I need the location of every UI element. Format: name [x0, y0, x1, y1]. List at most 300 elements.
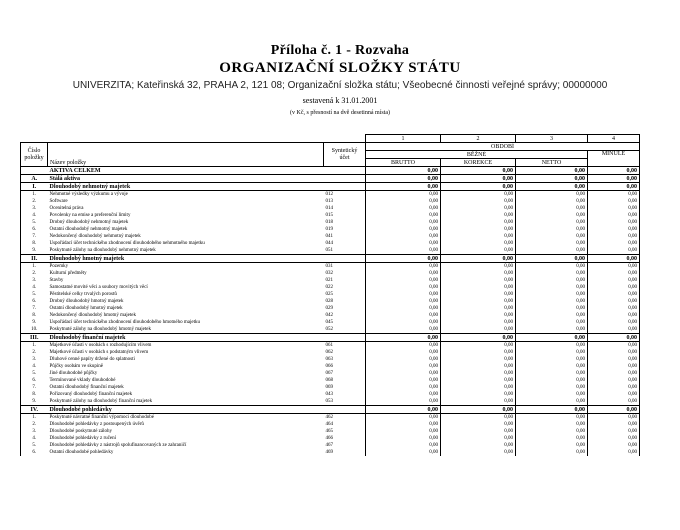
row-number: 1.	[21, 191, 48, 199]
row-value: 0,00	[588, 212, 640, 219]
row-account: 053	[325, 398, 333, 404]
row-name: Software	[49, 198, 68, 204]
row-value: 0,00	[516, 263, 588, 271]
row-number: 2.	[21, 198, 48, 205]
row-number: 6.	[21, 449, 48, 456]
row-value: 0,00	[516, 414, 588, 422]
row-value: 0,00	[516, 226, 588, 233]
row-name: Uspořádací účet technického zhodnocení dlouhodobého hmotného majetku	[49, 319, 201, 325]
row-number: 4.	[21, 435, 48, 442]
table-row	[21, 270, 640, 277]
row-name: Poskytnuté zálohy na dlouhodobý finanční majetek	[49, 398, 153, 404]
row-value: 0,00	[366, 428, 441, 435]
row-value: 0,00	[516, 233, 588, 240]
row-value: 0,00	[441, 191, 516, 199]
table-row	[21, 342, 640, 350]
section-value: 0,00	[441, 334, 516, 342]
row-value: 0,00	[441, 384, 516, 391]
row-number: 6.	[21, 298, 48, 305]
section-value: 0,00	[441, 183, 516, 191]
row-value: 0,00	[441, 291, 516, 298]
row-value: 0,00	[516, 319, 588, 326]
section-number: III.	[21, 334, 48, 342]
row-number: 6.	[21, 377, 48, 384]
section-value: 0,00	[366, 406, 441, 414]
row-value: 0,00	[366, 414, 441, 422]
row-value: 0,00	[366, 391, 441, 398]
row-value: 0,00	[441, 205, 516, 212]
section-value: 0,00	[441, 175, 516, 183]
row-name: Půjčky osobám ve skupině	[49, 363, 103, 369]
row-value: 0,00	[441, 435, 516, 442]
row-number: 5.	[21, 442, 48, 449]
row-value: 0,00	[441, 298, 516, 305]
row-number: 7.	[21, 305, 48, 312]
row-number: 1.	[21, 263, 48, 271]
row-name: Samostatné movité věci a soubory movitých věcí	[49, 284, 148, 290]
row-value: 0,00	[588, 342, 640, 350]
table-row	[21, 449, 640, 456]
row-value: 0,00	[366, 326, 441, 334]
col-number-2: 2	[441, 135, 516, 143]
row-value: 0,00	[366, 312, 441, 319]
row-number: 8.	[21, 312, 48, 319]
table-row	[21, 391, 640, 398]
table-row	[21, 356, 640, 363]
row-name: Drobný dlouhodobý hmotný majetek	[49, 298, 124, 304]
row-account: 467	[325, 442, 333, 448]
section-value: 0,00	[516, 255, 588, 263]
section-value: 0,00	[441, 255, 516, 263]
row-value: 0,00	[366, 363, 441, 370]
row-value: 0,00	[441, 284, 516, 291]
row-value: 0,00	[588, 205, 640, 212]
table-row	[21, 349, 640, 356]
table-row	[21, 421, 640, 428]
row-number: 3.	[21, 205, 48, 212]
row-name: Kulturní předměty	[49, 270, 87, 276]
row-name: Dlouhodobé pohledávky z ručení	[49, 435, 117, 441]
balance-sheet-table	[20, 134, 640, 456]
total-value: 0,00	[441, 167, 516, 175]
row-value: 0,00	[441, 421, 516, 428]
row-value: 0,00	[366, 240, 441, 247]
row-value: 0,00	[366, 442, 441, 449]
row-value: 0,00	[516, 291, 588, 298]
table-row	[21, 240, 640, 247]
row-number: 3.	[21, 428, 48, 435]
row-account: 061	[325, 342, 333, 348]
row-value: 0,00	[588, 349, 640, 356]
section-number: I.	[21, 183, 48, 191]
table-row	[21, 247, 640, 255]
row-account: 067	[325, 370, 333, 376]
section-value: 0,00	[516, 175, 588, 183]
row-account: 466	[325, 435, 333, 441]
row-account: 045	[325, 319, 333, 325]
row-name: Nedokončený dlouhodobý nehmotný majetek	[49, 233, 141, 239]
row-number: 2.	[21, 349, 48, 356]
section-name: Stálá aktiva	[48, 175, 324, 183]
row-number: 10.	[21, 326, 48, 334]
total-row	[21, 167, 640, 175]
row-value: 0,00	[588, 363, 640, 370]
row-value: 0,00	[366, 247, 441, 255]
section-name: Dlouhodobý nehmotný majetek	[48, 183, 324, 191]
section-name: Dlouhodobé pohledávky	[48, 406, 324, 414]
section-account	[324, 406, 366, 414]
row-value: 0,00	[588, 240, 640, 247]
table-row	[21, 226, 640, 233]
table-row	[21, 370, 640, 377]
row-account: 068	[325, 377, 333, 383]
section-value: 0,00	[588, 255, 640, 263]
row-number: 7.	[21, 233, 48, 240]
row-value: 0,00	[588, 421, 640, 428]
row-value: 0,00	[516, 270, 588, 277]
row-account: 022	[325, 284, 333, 290]
row-account: 044	[325, 240, 333, 246]
section-row	[21, 175, 640, 183]
table-row	[21, 263, 640, 271]
row-value: 0,00	[588, 384, 640, 391]
table-row	[21, 319, 640, 326]
row-value: 0,00	[588, 298, 640, 305]
header-minule: MINULÉ	[588, 151, 640, 167]
row-value: 0,00	[441, 377, 516, 384]
section-name: Dlouhodobý finanční majetek	[48, 334, 324, 342]
row-name: Ostatní dlouhodobý finanční majetek	[49, 384, 124, 390]
row-account: 465	[325, 428, 333, 434]
section-number: IV.	[21, 406, 48, 414]
row-value: 0,00	[366, 226, 441, 233]
row-value: 0,00	[588, 226, 640, 233]
row-account: 029	[325, 305, 333, 311]
total-value: 0,00	[588, 167, 640, 175]
row-name: Stavby	[49, 277, 64, 283]
row-value: 0,00	[516, 305, 588, 312]
row-value: 0,00	[366, 277, 441, 284]
col-number-4: 4	[588, 135, 640, 143]
total-account	[324, 167, 366, 175]
document-title: Příloha č. 1 - Rozvaha	[270, 43, 410, 58]
total-num	[21, 167, 48, 175]
section-value: 0,00	[366, 175, 441, 183]
section-value: 0,00	[366, 334, 441, 342]
row-value: 0,00	[441, 233, 516, 240]
row-account: 462	[325, 414, 333, 420]
row-value: 0,00	[441, 247, 516, 255]
row-account: 041	[325, 233, 333, 239]
row-number: 4.	[21, 284, 48, 291]
table-row	[21, 212, 640, 219]
row-name: Poskytnuté návratné finanční výpomoci dlouhodobé	[49, 414, 154, 420]
row-value: 0,00	[366, 349, 441, 356]
row-value: 0,00	[588, 435, 640, 442]
row-name: Dluhové cenné papíry držené do splatnosti	[49, 356, 135, 362]
row-value: 0,00	[516, 205, 588, 212]
row-value: 0,00	[366, 384, 441, 391]
row-value: 0,00	[588, 198, 640, 205]
row-value: 0,00	[366, 449, 441, 456]
row-value: 0,00	[516, 398, 588, 406]
row-value: 0,00	[441, 240, 516, 247]
table-row	[21, 298, 640, 305]
row-number: 6.	[21, 226, 48, 233]
row-value: 0,00	[516, 384, 588, 391]
table-row	[21, 305, 640, 312]
row-number: 4.	[21, 212, 48, 219]
row-value: 0,00	[441, 349, 516, 356]
row-value: 0,00	[516, 326, 588, 334]
row-value: 0,00	[366, 291, 441, 298]
row-account: 043	[325, 391, 333, 397]
section-account	[324, 334, 366, 342]
row-value: 0,00	[366, 219, 441, 226]
row-value: 0,00	[441, 398, 516, 406]
table-row	[21, 326, 640, 334]
row-value: 0,00	[516, 356, 588, 363]
table-row	[21, 312, 640, 319]
row-value: 0,00	[516, 342, 588, 350]
row-value: 0,00	[516, 435, 588, 442]
row-name: Dlouhodobé poskytnuté zálohy	[49, 428, 112, 434]
row-number: 4.	[21, 363, 48, 370]
col-number-3: 3	[516, 135, 588, 143]
row-account: 028	[325, 298, 333, 304]
row-number: 8.	[21, 391, 48, 398]
row-value: 0,00	[441, 370, 516, 377]
row-value: 0,00	[516, 247, 588, 255]
header-obdobi: OBDOBÍ	[366, 143, 640, 151]
section-value: 0,00	[588, 183, 640, 191]
section-row	[21, 334, 640, 342]
row-account: 025	[325, 291, 333, 297]
row-name: Povolenky na emise a preferenční limity	[49, 212, 131, 218]
row-value: 0,00	[516, 370, 588, 377]
row-value: 0,00	[516, 363, 588, 370]
row-value: 0,00	[366, 298, 441, 305]
row-value: 0,00	[588, 277, 640, 284]
row-value: 0,00	[588, 233, 640, 240]
section-value: 0,00	[441, 406, 516, 414]
row-value: 0,00	[588, 312, 640, 319]
section-row	[21, 255, 640, 263]
row-name: Dlouhodobé pohledávky z postoupených úvěrů	[49, 421, 144, 427]
row-name: Jiné dlouhodobé půjčky	[49, 370, 98, 376]
row-account: 464	[325, 421, 333, 427]
row-account: 012	[325, 191, 333, 197]
row-value: 0,00	[588, 391, 640, 398]
organization-line: UNIVERZITA; Kateřinská 32, PRAHA 2, 121 08; Organizační složka státu; Všeobecné činnosti veřejné správy; 00000000	[72, 80, 608, 91]
row-value: 0,00	[441, 312, 516, 319]
date-line: sestavená k 31.01.2001	[302, 96, 378, 105]
row-value: 0,00	[441, 319, 516, 326]
row-value: 0,00	[441, 198, 516, 205]
table-row	[21, 277, 640, 284]
row-value: 0,00	[516, 377, 588, 384]
row-number: 3.	[21, 277, 48, 284]
section-value: 0,00	[516, 406, 588, 414]
row-account: 042	[325, 312, 333, 318]
row-account: 021	[325, 277, 333, 283]
row-value: 0,00	[588, 414, 640, 422]
row-value: 0,00	[588, 326, 640, 334]
row-value: 0,00	[366, 305, 441, 312]
row-name: Uspořádací účet technického zhodnocení dlouhodobého nehmotného majetku	[49, 240, 205, 246]
table-row	[21, 191, 640, 199]
table-row	[21, 435, 640, 442]
row-number: 2.	[21, 421, 48, 428]
row-value: 0,00	[588, 291, 640, 298]
row-value: 0,00	[366, 342, 441, 350]
row-value: 0,00	[441, 219, 516, 226]
total-value: 0,00	[366, 167, 441, 175]
row-value: 0,00	[516, 298, 588, 305]
row-value: 0,00	[441, 363, 516, 370]
row-number: 8.	[21, 240, 48, 247]
total-label: AKTIVA CELKEM	[48, 167, 324, 175]
row-account: 051	[325, 247, 333, 253]
row-value: 0,00	[441, 442, 516, 449]
row-value: 0,00	[441, 326, 516, 334]
row-number: 7.	[21, 384, 48, 391]
row-value: 0,00	[588, 305, 640, 312]
row-number: 9.	[21, 319, 48, 326]
row-value: 0,00	[366, 212, 441, 219]
row-value: 0,00	[516, 349, 588, 356]
section-value: 0,00	[366, 183, 441, 191]
row-number: 5.	[21, 291, 48, 298]
row-value: 0,00	[516, 421, 588, 428]
row-value: 0,00	[366, 356, 441, 363]
row-account: 032	[325, 270, 333, 276]
row-value: 0,00	[441, 277, 516, 284]
row-value: 0,00	[441, 449, 516, 456]
table-row	[21, 377, 640, 384]
row-value: 0,00	[366, 421, 441, 428]
header-bezne: BĚŽNÉ	[366, 151, 588, 159]
row-name: Ostatní dlouhodobé pohledávky	[49, 449, 114, 455]
row-value: 0,00	[366, 435, 441, 442]
row-value: 0,00	[588, 356, 640, 363]
row-value: 0,00	[516, 212, 588, 219]
row-number: 5.	[21, 370, 48, 377]
row-account: 019	[325, 226, 333, 232]
row-name: Drobný dlouhodobý nehmotný majetek	[49, 219, 129, 225]
document-subtitle: ORGANIZAČNÍ SLOŽKY STÁTU	[219, 60, 461, 76]
header-brutto: BRUTTO	[366, 159, 441, 167]
table-row	[21, 363, 640, 370]
header-synteticky-ucet: Syntetický účet	[324, 143, 366, 167]
section-account	[324, 255, 366, 263]
row-value: 0,00	[441, 212, 516, 219]
row-value: 0,00	[516, 391, 588, 398]
row-name: Ostatní dlouhodobý nehmotný majetek	[49, 226, 128, 232]
row-value: 0,00	[516, 442, 588, 449]
row-value: 0,00	[441, 391, 516, 398]
row-value: 0,00	[366, 377, 441, 384]
row-name: Pěstitelské celky trvalých porostů	[49, 291, 117, 297]
row-name: Termínované vklady dlouhodobé	[49, 377, 116, 383]
row-account: 013	[325, 198, 333, 204]
row-account: 015	[325, 212, 333, 218]
section-account	[324, 175, 366, 183]
row-value: 0,00	[588, 377, 640, 384]
row-account: 063	[325, 356, 333, 362]
row-value: 0,00	[516, 449, 588, 456]
col-number-1: 1	[366, 135, 441, 143]
row-value: 0,00	[588, 191, 640, 199]
row-value: 0,00	[588, 398, 640, 406]
table-row	[21, 233, 640, 240]
row-value: 0,00	[441, 342, 516, 350]
row-value: 0,00	[516, 198, 588, 205]
row-account: 052	[325, 326, 333, 332]
row-account: 031	[325, 263, 333, 269]
section-row	[21, 183, 640, 191]
row-name: Pořizovaný dlouhodobý finanční majetek	[49, 391, 133, 397]
unit-line: (v Kč, s přesností na dvě desetinná místa)	[290, 110, 390, 116]
row-number: 9.	[21, 247, 48, 255]
row-value: 0,00	[588, 449, 640, 456]
table-row	[21, 428, 640, 435]
row-value: 0,00	[366, 205, 441, 212]
row-value: 0,00	[588, 370, 640, 377]
row-number: 3.	[21, 356, 48, 363]
table-row	[21, 414, 640, 422]
row-value: 0,00	[516, 284, 588, 291]
section-value: 0,00	[588, 406, 640, 414]
row-value: 0,00	[441, 226, 516, 233]
row-name: Nedokončený dlouhodobý hmotný majetek	[49, 312, 137, 318]
row-value: 0,00	[588, 219, 640, 226]
row-value: 0,00	[441, 305, 516, 312]
table-row	[21, 284, 640, 291]
row-number: 1.	[21, 342, 48, 350]
table-row	[21, 198, 640, 205]
row-value: 0,00	[516, 428, 588, 435]
section-number: II.	[21, 255, 48, 263]
section-number: A.	[21, 175, 48, 183]
row-value: 0,00	[588, 442, 640, 449]
row-value: 0,00	[588, 270, 640, 277]
section-value: 0,00	[588, 334, 640, 342]
header-korekce: KOREKCE	[441, 159, 516, 167]
section-name: Dlouhodobý hmotný majetek	[48, 255, 324, 263]
row-value: 0,00	[588, 319, 640, 326]
row-name: Majetkové účasti v osobách s podstatným vlivem	[49, 349, 149, 355]
row-value: 0,00	[366, 198, 441, 205]
row-value: 0,00	[441, 263, 516, 271]
row-account: 066	[325, 363, 333, 369]
row-value: 0,00	[366, 191, 441, 199]
row-value: 0,00	[441, 414, 516, 422]
row-number: 9.	[21, 398, 48, 406]
row-value: 0,00	[366, 319, 441, 326]
row-name: Poskytnuté zálohy na dlouhodobý nehmotný majetek	[49, 247, 156, 253]
row-value: 0,00	[516, 277, 588, 284]
section-value: 0,00	[516, 334, 588, 342]
row-account: 018	[325, 219, 333, 225]
row-number: 5.	[21, 219, 48, 226]
section-value: 0,00	[516, 183, 588, 191]
row-account: 062	[325, 349, 333, 355]
row-value: 0,00	[441, 356, 516, 363]
row-name: Nehmotné výsledky výzkumu a vývoje	[49, 191, 128, 197]
table-row	[21, 442, 640, 449]
total-value: 0,00	[516, 167, 588, 175]
